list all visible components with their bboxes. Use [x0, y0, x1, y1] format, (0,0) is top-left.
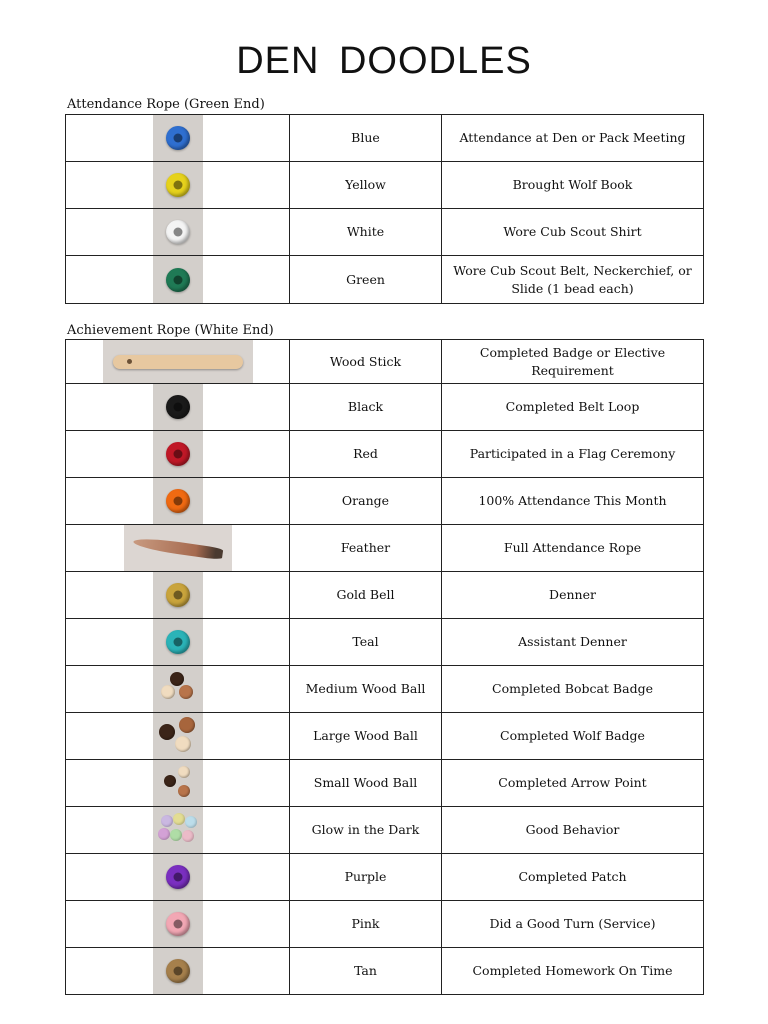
bead-name: Blue — [290, 115, 442, 162]
table-row — [66, 431, 704, 478]
bead-image-cell — [66, 572, 290, 619]
table-row — [66, 478, 704, 525]
attendance-table — [65, 114, 704, 304]
bead-name: Medium Wood Ball — [290, 666, 442, 713]
tan-bead-icon — [166, 959, 190, 983]
bead-name: Purple — [290, 854, 442, 901]
bead-meaning: Assistant Denner — [442, 619, 704, 666]
pink-bead-icon — [166, 912, 190, 936]
bead-meaning: Completed Badge or Elective Requirement — [442, 340, 704, 384]
gold-bell-icon — [166, 583, 190, 607]
bead-meaning: Good Behavior — [442, 807, 704, 854]
bead-name: Green — [290, 256, 442, 304]
bead-meaning: Attendance at Den or Pack Meeting — [442, 115, 704, 162]
bead-image-cell — [66, 162, 290, 209]
bead-name: Pink — [290, 901, 442, 948]
bead-meaning: 100% Attendance This Month — [442, 478, 704, 525]
bead-image-cell — [66, 478, 290, 525]
wood-stick-icon — [113, 355, 243, 369]
bead-meaning: Completed Bobcat Badge — [442, 666, 704, 713]
small-wood-ball-icon — [153, 760, 203, 806]
bead-meaning: Completed Homework On Time — [442, 948, 704, 995]
white-bead-icon — [166, 220, 190, 244]
table-row — [66, 525, 704, 572]
table-row — [66, 209, 704, 256]
bead-image-cell — [66, 384, 290, 431]
teal-bead-icon — [166, 630, 190, 654]
bead-name: Large Wood Ball — [290, 713, 442, 760]
bead-name: Tan — [290, 948, 442, 995]
bead-image-cell — [66, 619, 290, 666]
table-row — [66, 948, 704, 995]
bead-name: Wood Stick — [290, 340, 442, 384]
glow-bead-icon — [153, 807, 203, 853]
bead-name: Glow in the Dark — [290, 807, 442, 854]
bead-image-cell — [66, 525, 290, 572]
bead-meaning: Did a Good Turn (Service) — [442, 901, 704, 948]
bead-meaning: Wore Cub Scout Belt, Neckerchief, or Slide (1 bead each) — [442, 256, 704, 304]
table-row — [66, 901, 704, 948]
table-row — [66, 384, 704, 431]
black-bead-icon — [166, 395, 190, 419]
purple-bead-icon — [166, 865, 190, 889]
table-row — [66, 807, 704, 854]
table-row — [66, 854, 704, 901]
achievement-rope-label: Achievement Rope (White End) — [67, 323, 274, 338]
bead-meaning: Full Attendance Rope — [442, 525, 704, 572]
bead-image-cell — [66, 666, 290, 713]
bead-name: Red — [290, 431, 442, 478]
bead-name: Small Wood Ball — [290, 760, 442, 807]
bead-image-cell — [66, 209, 290, 256]
bead-meaning: Completed Belt Loop — [442, 384, 704, 431]
bead-meaning: Participated in a Flag Ceremony — [442, 431, 704, 478]
table-row — [66, 572, 704, 619]
bead-meaning: Brought Wolf Book — [442, 162, 704, 209]
bead-name: Teal — [290, 619, 442, 666]
attendance-rope-label: Attendance Rope (Green End) — [67, 97, 265, 112]
bead-name: Gold Bell — [290, 572, 442, 619]
table-row — [66, 256, 704, 304]
bead-image-cell — [66, 807, 290, 854]
bead-name: Black — [290, 384, 442, 431]
bead-meaning: Completed Patch — [442, 854, 704, 901]
medium-wood-ball-icon — [153, 666, 203, 712]
orange-bead-icon — [166, 489, 190, 513]
table-row — [66, 666, 704, 713]
bead-name: Orange — [290, 478, 442, 525]
bead-image-cell — [66, 948, 290, 995]
table-row — [66, 713, 704, 760]
bead-image-cell — [66, 713, 290, 760]
feather-icon — [132, 536, 223, 560]
table-row — [66, 619, 704, 666]
bead-image-cell — [66, 340, 290, 384]
bead-name: Feather — [290, 525, 442, 572]
large-wood-ball-icon — [153, 713, 203, 759]
bead-name: White — [290, 209, 442, 256]
page-title: DEN DOODLES — [236, 40, 532, 82]
bead-image-cell — [66, 115, 290, 162]
bead-meaning: Completed Arrow Point — [442, 760, 704, 807]
green-bead-icon — [166, 268, 190, 292]
table-row — [66, 760, 704, 807]
bead-image-cell — [66, 760, 290, 807]
table-row — [66, 115, 704, 162]
bead-image-cell — [66, 854, 290, 901]
bead-name: Yellow — [290, 162, 442, 209]
yellow-bead-icon — [166, 173, 190, 197]
bead-meaning: Wore Cub Scout Shirt — [442, 209, 704, 256]
table-row — [66, 340, 704, 384]
table-row — [66, 162, 704, 209]
blue-bead-icon — [166, 126, 190, 150]
bead-image-cell — [66, 901, 290, 948]
bead-meaning: Completed Wolf Badge — [442, 713, 704, 760]
bead-image-cell — [66, 256, 290, 304]
bead-image-cell — [66, 431, 290, 478]
red-bead-icon — [166, 442, 190, 466]
achievement-table — [65, 339, 704, 995]
bead-meaning: Denner — [442, 572, 704, 619]
